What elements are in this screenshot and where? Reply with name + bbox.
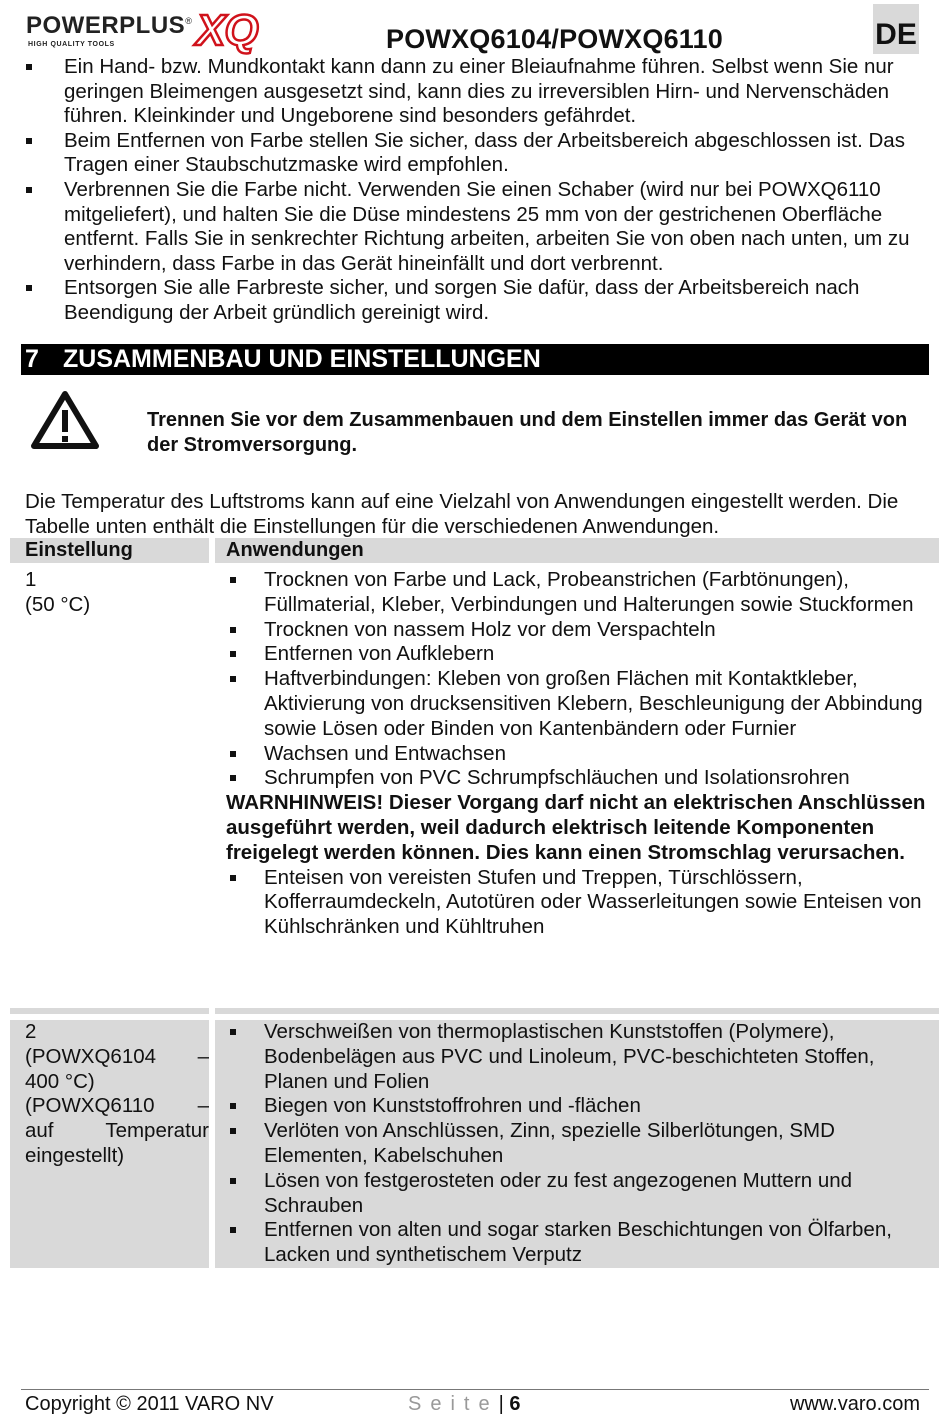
footer-page — [408, 1393, 520, 1416]
model-title: POWXQ6104/POWXQ6110 — [386, 24, 723, 54]
list-item: Schrumpfen von PVC Schrumpfschläuchen und Isolationsrohren — [226, 766, 939, 791]
setting-number: 2 — [25, 1020, 37, 1043]
bullet-icon — [230, 627, 236, 633]
footer-divider — [21, 1389, 929, 1390]
bullet-icon — [230, 775, 236, 781]
safety-bullets — [26, 55, 926, 326]
bullet-icon — [230, 1128, 236, 1134]
bullet-icon — [230, 676, 236, 682]
logo-brand-text: POWERPLUS® — [26, 12, 193, 39]
list-item: Ein Hand- bzw. Mundkontakt kann dann zu einer Bleiaufnahme führen. Selbst wenn Sie nur geringen Bleimengen ausgesetzt sind, kann dies zu irreversiblen Hirn- und Nervenschäden führen. Kleinkinder und Ungeborene sind besonders gefährdet. — [26, 55, 926, 129]
footer-copyright: Copyright © 2011 VARO NV — [25, 1393, 274, 1415]
bullet-icon — [230, 1029, 236, 1035]
table-row-1-applications — [215, 568, 939, 1014]
logo-xq: XQ — [196, 6, 258, 55]
warning-triangle-icon — [30, 390, 100, 450]
brand-logo — [26, 6, 276, 55]
column-header-applications: Anwendungen — [215, 538, 939, 563]
list-item: Verbrennen Sie die Farbe nicht. Verwenden Sie einen Schaber (wird nur bei POWXQ6110 mitgeliefert), und halten Sie die Düse mindestens 25 mm von der gestrichenen Oberfläche entfernt. Falls Sie in senkrechter Richtung arbeiten, arbeiten Sie von oben nach unten, um zu verhindern, dass Farbe in das Gerät hineinfällt und dort verbrennt. — [26, 178, 926, 276]
warning-text: Trennen Sie vor dem Zusammenbauen und dem Einstellen immer das Gerät von der Stromversorgung. — [147, 409, 908, 456]
bullet-icon — [230, 1103, 236, 1109]
list-item: Lösen von festgerosteten oder zu fest angezogenen Muttern und Schrauben — [226, 1169, 939, 1219]
list-item: Trocknen von nassem Holz vor dem Verspachteln — [226, 618, 939, 643]
table-row-2-applications — [215, 1020, 939, 1268]
list-item: Wachsen und Entwachsen — [226, 742, 939, 767]
bullet-icon — [230, 577, 236, 583]
warning-note: WARNHINWEIS! Dieser Vorgang darf nicht an elektrischen Anschlüssen ausgeführt werden, weil dadurch elektrisch leitende Komponenten freigelegt werden können. Dies kann einen Stromschlag verursachen. — [226, 791, 926, 864]
list-item: Beim Entfernen von Farbe stellen Sie sicher, dass der Arbeitsbereich abgeschlossen ist. Das Tragen einer Staubschutzmaske wird empfohlen. — [26, 129, 926, 178]
list-item: Entfernen von Aufklebern — [226, 642, 939, 667]
list-item: Haftverbindungen: Kleben von großen Flächen mit Kontaktkleber, Aktivierung von drucksensitiven Klebern, Beschleunigung der Abbindung sowie Lösen oder Binden von Kantenbändern oder Furnier — [226, 667, 939, 741]
setting-line: (POWXQ6104 – — [25, 1044, 209, 1068]
bullet-icon — [230, 1178, 236, 1184]
column-header-setting: Einstellung — [10, 538, 209, 563]
list-item: Verschweißen von thermoplastischen Kunststoffen (Polymere), Bodenbelägen aus PVC und Linoleum, PVC-beschichteten Stoffen, Planen und Folien — [226, 1020, 939, 1094]
setting-number: 1 — [25, 568, 37, 591]
footer-page-number: 6 — [509, 1393, 521, 1415]
language-badge: DE — [873, 4, 919, 54]
footer-url: www.varo.com — [789, 1393, 920, 1415]
list-item: Enteisen von vereisten Stufen und Treppen, Türschlössern, Kofferraumdeckeln, Autotüren oder Wasserleitungen sowie Enteisen von Kühlschränken und Kühltruhen — [226, 866, 939, 940]
section-number: 7 — [25, 345, 39, 373]
bullet-icon — [230, 751, 236, 757]
bullet-icon — [26, 187, 32, 193]
logo-subtitle: HIGH QUALITY TOOLS — [28, 41, 115, 48]
setting-line: (POWXQ6110 – — [25, 1094, 209, 1118]
setting-line: auf Temperatur — [25, 1119, 209, 1143]
bullet-icon — [230, 1227, 236, 1233]
bullet-icon — [26, 138, 32, 144]
list-item: Verlöten von Anschlüssen, Zinn, spezielle Silberlötungen, SMD Elementen, Kabelschuhen — [226, 1119, 939, 1169]
footer-separator: | — [498, 1393, 504, 1415]
setting-temperature: (50 °C) — [25, 592, 91, 616]
table-row-2-setting — [10, 1020, 209, 1268]
setting-line: eingestellt) — [25, 1143, 125, 1167]
setting-line: 400 °C) — [25, 1069, 95, 1093]
intro-paragraph: Die Temperatur des Luftstroms kann auf eine Vielzahl von Anwendungen eingestellt werden. Die Tabelle unten enthält die Einstellungen für die verschiedenen Anwendungen. — [25, 490, 899, 538]
bullet-icon — [26, 285, 32, 291]
list-item: Trocknen von Farbe und Lack, Probeanstrichen (Farbtönungen), Füllmaterial, Kleber, Verbindungen und Halterungen sowie Stuckformen — [226, 568, 939, 618]
bullet-icon — [26, 64, 32, 70]
section-heading — [21, 344, 929, 375]
footer-page-label: Seite — [408, 1393, 499, 1415]
bullet-icon — [230, 875, 236, 881]
section-title: ZUSAMMENBAU UND EINSTELLUNGEN — [63, 345, 541, 373]
list-item: Entfernen von alten und sogar starken Beschichtungen von Ölfarben, Lacken und synthetischem Verputz — [226, 1218, 939, 1268]
list-item: Entsorgen Sie alle Farbreste sicher, und sorgen Sie dafür, dass der Arbeitsbereich nach Beendigung der Arbeit gründlich gereinigt wird. — [26, 276, 926, 325]
bullet-icon — [230, 651, 236, 657]
list-item: Biegen von Kunststoffrohren und -flächen — [226, 1094, 939, 1119]
table-row-1-setting — [10, 568, 209, 1014]
